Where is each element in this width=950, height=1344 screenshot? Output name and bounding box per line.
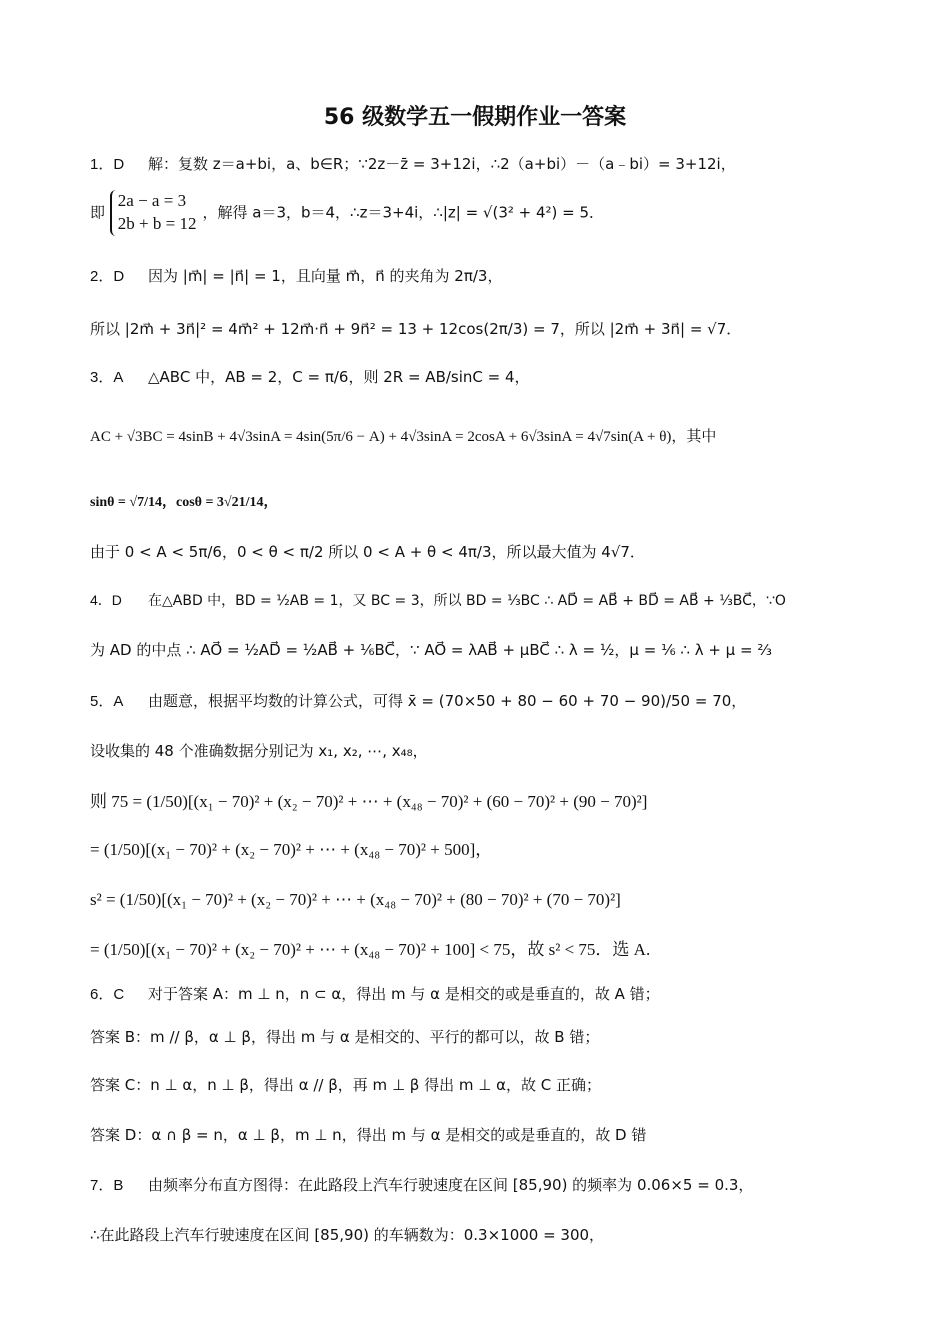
- q2-number: 2．D: [90, 268, 125, 285]
- q2-line-2: [90, 320, 870, 338]
- q5-text-5: s² = (1/50)[(x₁ − 70)² + (x₂ − 70)² + ⋯ + (x₄₈ − 70)² + (80 − 70)² + (70 − 70)²]: [90, 890, 621, 909]
- q4-line-2: [90, 641, 870, 659]
- q5-line-3: [90, 792, 870, 812]
- q3-text-4: 由于 0 < A < 5π/6，0 < θ < π/2 所以 0 < A + θ < 4π/3，所以最大值为 4√7．: [90, 543, 645, 561]
- page-title: 56 级数学五一假期作业一答案: [323, 105, 627, 130]
- q1-prefix: 即: [90, 203, 106, 222]
- q4-text-2: 为 AD 的中点 ∴ AO⃗ = ½AD⃗ = ½AB⃗ + ⅙BC⃗，∵ AO⃗ = λAB⃗ + μBC⃗ ∴ λ = ½，μ = ⅙ ∴ λ + μ = ⅔: [90, 641, 772, 659]
- q7-line-2: [90, 1226, 870, 1244]
- q3-line-4: [90, 543, 870, 561]
- q3-text-2: AC + √3BC = 4sinB + 4√3sinA = 4sin(5π/6 − A) + 4√3sinA = 2cosA + 6√3sinA = 4√7sin(A + θ)，其中: [90, 429, 717, 445]
- q3-line-1: [90, 368, 870, 387]
- q6-line-1: [90, 985, 870, 1004]
- q6-text-1: 对于答案 A：m ⊥ n，n ⊂ α，得出 m 与 α 是相交的或是垂直的，故 A 错；: [148, 985, 660, 1003]
- q1-text-2: ，解得 a＝3，b＝4，∴z＝3+4i，∴|z| = √(3² + 4²) = 5．: [202, 203, 605, 222]
- q6-text-2: 答案 B：m // β，α ⊥ β，得出 m 与 α 是相交的、平行的都可以，故 B 错；: [90, 1028, 600, 1046]
- q6-line-3: [90, 1076, 870, 1094]
- q5-text-4: = (1/50)[(x₁ − 70)² + (x₂ − 70)² + ⋯ + (x₄₈ − 70)² + 500]，: [90, 840, 493, 859]
- q3-line-2: [90, 428, 870, 446]
- q3-text-1: △ABC 中，AB = 2，C = π/6，则 2R = AB/sinC = 4，: [148, 368, 530, 386]
- q1-line-2: [90, 190, 870, 236]
- q1-equation-1: 2a − a = 3: [117, 191, 187, 210]
- q6-text-4: 答案 D：α ∩ β = n，α ⊥ β，m ⊥ n，得出 m 与 α 是相交的或是垂直的，故 D 错: [90, 1126, 647, 1144]
- q5-text-3: 则 75 = (1/50)[(x₁ − 70)² + (x₂ − 70)² + ⋯ + (x₄₈ − 70)² + (60 − 70)² + (90 − 70)²]: [90, 792, 648, 811]
- q5-number: 5．A: [90, 693, 124, 710]
- q7-text-1: 由频率分布直方图得：在此路段上汽车行驶速度在区间 [85,90) 的频率为 0.06×5 = 0.3，: [148, 1176, 754, 1194]
- q5-line-4: [90, 840, 870, 860]
- q5-line-6: [90, 940, 870, 960]
- q5-line-2: [90, 742, 870, 760]
- q5-text-6: = (1/50)[(x₁ − 70)² + (x₂ − 70)² + ⋯ + (x₄₈ − 70)² + 100] < 75，故 s² < 75．选 A.: [90, 940, 651, 959]
- q4-number: 4．D: [90, 592, 122, 608]
- q5-text-1: 由题意，根据平均数的计算公式，可得 x̄ = (70×50 + 80 − 60 + 70 − 90)/50 = 70，: [148, 692, 747, 710]
- q7-line-1: [90, 1176, 870, 1195]
- q3-text-3: sinθ = √7/14，cosθ = 3√21/14，: [90, 495, 278, 510]
- q1-equation-2: 2b + b = 12: [117, 213, 197, 233]
- q4-text-1: 在△ABD 中，BD = ½AB = 1，又 BC = 3，所以 BD = ⅓BC ∴ AD⃗ = AB⃗ + BD⃗ = AB⃗ + ⅓BC⃗，∵O: [148, 593, 786, 609]
- q4-line-1: [90, 592, 870, 610]
- q6-line-2: [90, 1028, 870, 1046]
- q2-text-1: 因为 |m⃗| = |n⃗| = 1，且向量 m⃗，n⃗ 的夹角为 2π/3，: [148, 267, 503, 285]
- q1-number: 1．D: [90, 156, 125, 173]
- q6-line-4: [90, 1126, 870, 1144]
- q2-text-2: 所以 |2m⃗ + 3n⃗|² = 4m⃗² + 12m⃗·n⃗ + 9n⃗² = 13 + 12cos(2π/3) = 7，所以 |2m⃗ + 3n⃗| = √7．: [90, 320, 742, 338]
- q1-line-1: [90, 155, 870, 174]
- q6-text-3: 答案 C：n ⊥ α，n ⊥ β，得出 α // β，再 m ⊥ β 得出 m ⊥ α，故 C 正确；: [90, 1076, 601, 1094]
- q3-number: 3．A: [90, 369, 124, 386]
- q5-line-1: [90, 692, 870, 711]
- q1-text-1: 解：复数 z＝a+bi，a、b∈R；∵2z－z̄ = 3+12i，∴2（a+bi）－（a﹣bi）= 3+12i，: [148, 155, 736, 173]
- q7-text-2: ∴在此路段上汽车行驶速度在区间 [85,90) 的车辆数为：0.3×1000 = 300，: [90, 1226, 605, 1244]
- q1-equation-system: [110, 190, 203, 236]
- q3-line-3: [90, 492, 870, 512]
- q6-number: 6．C: [90, 986, 125, 1003]
- q2-line-1: [90, 267, 870, 286]
- q5-text-2: 设收集的 48 个准确数据分别记为 x₁, x₂, ⋯, x₄₈，: [90, 742, 428, 760]
- q7-number: 7．B: [90, 1177, 124, 1194]
- q5-line-5: [90, 890, 870, 910]
